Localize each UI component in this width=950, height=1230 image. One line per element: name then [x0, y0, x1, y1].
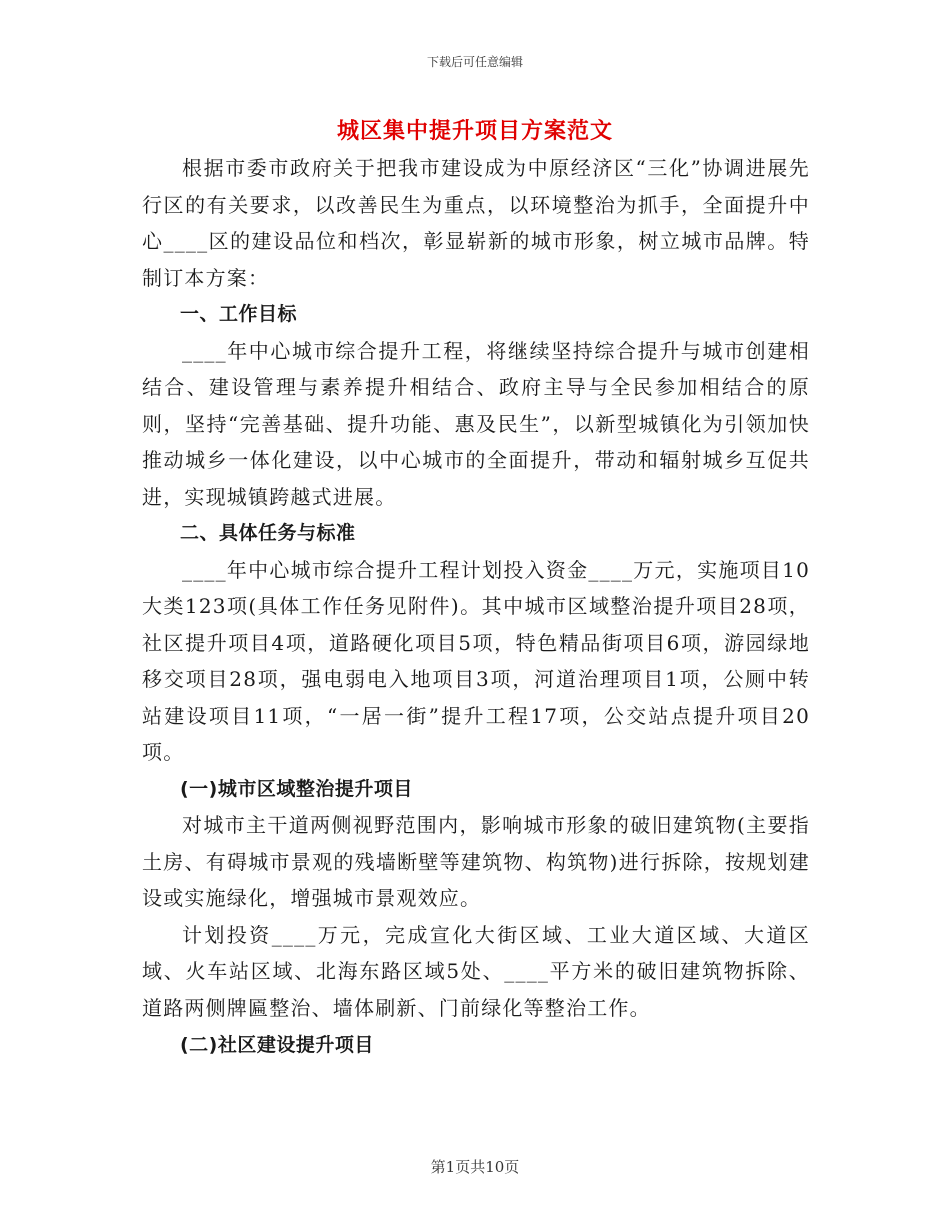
subsection-heading-community: (二)社区建设提升项目: [180, 1034, 374, 1056]
section-heading-tasks: 二、具体任务与标准: [180, 522, 356, 544]
urban-area-paragraph-2: 计划投资____万元，完成宣化大街区域、工业大道区域、大道区域、火车站区域、北海东路区域5处、____平方米的破旧建筑物拆除、道路两侧牌匾整治、墙体刷新、门前绿化等整治工作。: [142, 922, 810, 1020]
goals-paragraph: ____年中心城市综合提升工程，将继续坚持综合提升与城市创建相结合、建设管理与素养提升相结合、政府主导与全民参加相结合的原则，坚持“完善基础、提升功能、惠及民生”，以新型城镇化为引领加快推动城乡一体化建设，以中心城市的全面提升，带动和辐射城乡互促共进，实现城镇跨越式进展。: [142, 338, 810, 509]
section-heading-goals: 一、工作目标: [180, 303, 298, 325]
urban-area-paragraph-1: 对城市主干道两侧视野范围内，影响城市形象的破旧建筑物(主要指土房、有碍城市景观的残墙断壁等建筑物、构筑物)进行拆除，按规划建设或实施绿化，增强城市景观效应。: [142, 813, 810, 910]
document-title: 城区集中提升项目方案范文: [336, 119, 613, 144]
tasks-paragraph: ____年中心城市综合提升工程计划投入资金____万元，实施项目10大类123项(具体工作任务见附件)。其中城市区域整治提升项目28项，社区提升项目4项，道路硬化项目5项，特色精品街项目6项，游园绿地移交项目28项，强电弱电入地项目3项，河道治理项目1项，公厕中转站建设项目11项，“一居一街”提升工程17项，公交站点提升项目20项。: [142, 557, 810, 764]
subsection-heading-urban-area: (一)城市区域整治提升项目: [180, 777, 413, 800]
page-number: 第1页共10页: [430, 1158, 520, 1176]
intro-paragraph: 根据市委市政府关于把我市建设成为中原经济区“三化”协调进展先行区的有关要求，以改善民生为重点，以环境整治为抓手，全面提升中心____区的建设品位和档次，彰显崭新的城市形象，树立城市品牌。特制订本方案：: [142, 156, 810, 290]
page-header-note: 下载后可任意编辑: [426, 55, 523, 69]
document-body: [142, 150, 810, 1064]
